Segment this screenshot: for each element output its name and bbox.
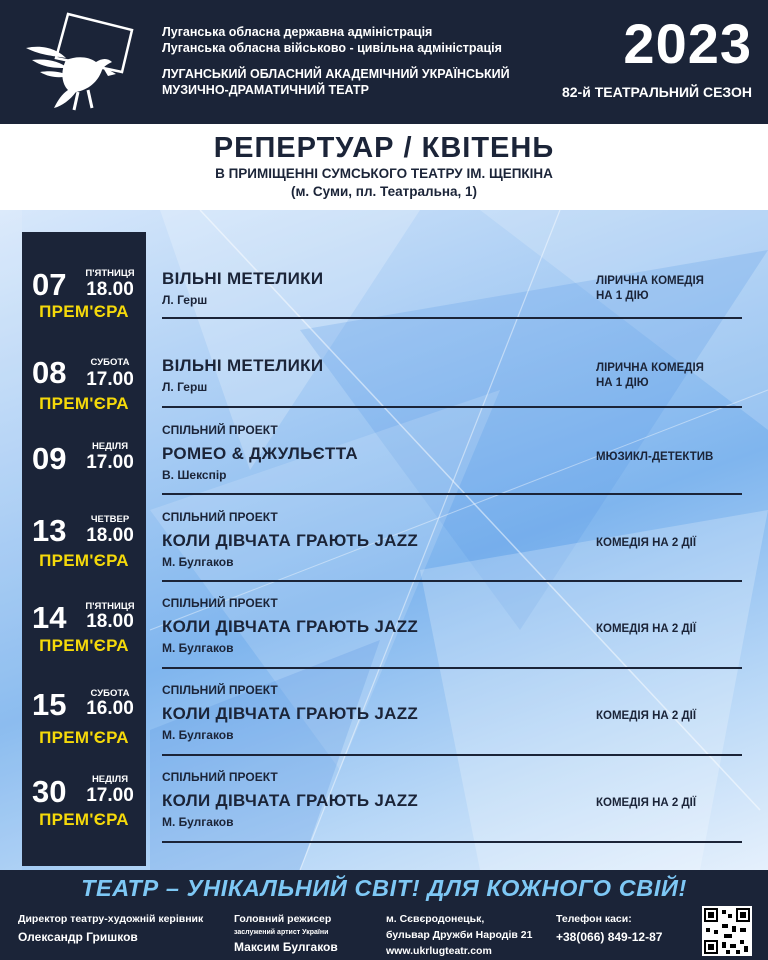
season-year: 2023 [623, 12, 752, 75]
director-role: Директор театру-художній керівник [18, 913, 204, 925]
premiere-badge: ПРЕМ'ЄРА [39, 302, 129, 321]
event-date [22, 667, 146, 754]
admin-line-1: Луганська обласна державна адміністрація [162, 25, 433, 39]
event-date [22, 232, 146, 319]
event-info [162, 232, 742, 319]
event-date [22, 493, 146, 580]
premiere-badge: ПРЕМ'ЄРА [39, 394, 129, 413]
event-row [22, 493, 742, 580]
footer [0, 870, 768, 960]
event-time: 17.00 [86, 369, 134, 390]
event-day: 08 [32, 355, 67, 390]
event-time: 18.00 [86, 525, 134, 546]
play-author: М. Булгаков [162, 728, 234, 742]
play-title: ВІЛЬНІ МЕТЕЛИКИ [162, 269, 324, 288]
event-row [22, 580, 742, 667]
address-street: бульвар Дружби Народів 21 [386, 929, 533, 941]
venue-subtitle: В ПРИМІЩЕННІ СУМСЬКОГО ТЕАТРУ ІМ. ЩЕПКІНА [215, 166, 553, 181]
play-genre: ЛІРИЧНА КОМЕДІЯ НА 1 ДІЮ [596, 275, 704, 302]
event-day: 13 [32, 513, 67, 548]
event-time: 18.00 [86, 279, 134, 300]
event-row [22, 667, 742, 754]
event-day: 30 [32, 774, 67, 809]
event-time: 17.00 [86, 452, 134, 473]
venue-address: (м. Суми, пл. Театральна, 1) [290, 184, 478, 199]
admin-line-2: Луганська обласна військово - цивільна адміністрація [162, 41, 502, 55]
event-time: 17.00 [86, 785, 134, 806]
chief-name: Максим Булгаков [234, 940, 338, 954]
header [0, 0, 768, 124]
event-info [162, 406, 742, 495]
play-title: ВІЛЬНІ МЕТЕЛИКИ [162, 356, 324, 375]
event-date [22, 319, 146, 413]
event-info [162, 580, 742, 669]
slogan: ТЕАТР – УНІКАЛЬНИЙ СВІТ! ДЛЯ КОЖНОГО СВІЙ! [81, 875, 687, 901]
director-name: Олександр Гришков [18, 930, 138, 944]
premiere-badge: ПРЕМ'ЄРА [39, 728, 129, 747]
phone-label: Телефон каси: [556, 913, 632, 925]
event-time: 16.00 [86, 698, 134, 719]
event-info [162, 319, 742, 408]
event-date [22, 580, 146, 667]
event-day: 09 [32, 441, 67, 476]
event-day: 07 [32, 267, 67, 302]
event-weekday: П'ЯТНИЦЯ [85, 268, 135, 279]
play-genre: КОМЕДІЯ НА 2 ДІЇ [596, 537, 697, 549]
event-row [22, 406, 742, 493]
play-genre: КОМЕДІЯ НА 2 ДІЇ [596, 797, 697, 809]
play-title: РОМЕО & ДЖУЛЬЄТТА [162, 444, 358, 463]
joint-project-label: СПІЛЬНИЙ ПРОЕКТ [162, 423, 278, 437]
event-day: 14 [32, 600, 67, 635]
pegasus-logo-icon [18, 10, 138, 114]
play-title: КОЛИ ДІВЧАТА ГРАЮТЬ JAZZ [162, 617, 419, 636]
website-link[interactable]: www.ukrlugteatr.com [386, 945, 492, 957]
play-genre: МЮЗИКЛ-ДЕТЕКТИВ [596, 451, 714, 463]
event-info [162, 667, 742, 756]
play-title: КОЛИ ДІВЧАТА ГРАЮТЬ JAZZ [162, 704, 419, 723]
event-date [22, 754, 146, 841]
chief-director-block [234, 912, 338, 954]
premiere-badge: ПРЕМ'ЄРА [39, 810, 129, 829]
play-author: Л. Герш [162, 293, 208, 307]
administration-text [162, 24, 502, 56]
play-title: КОЛИ ДІВЧАТА ГРАЮТЬ JAZZ [162, 531, 419, 550]
play-author: М. Булгаков [162, 815, 234, 829]
joint-project-label: СПІЛЬНИЙ ПРОЕКТ [162, 683, 278, 697]
play-genre: КОМЕДІЯ НА 2 ДІЇ [596, 623, 697, 635]
joint-project-label: СПІЛЬНИЙ ПРОЕКТ [162, 596, 278, 610]
chief-role: Головний режисер [234, 913, 332, 925]
play-author: В. Шекспір [162, 468, 227, 482]
play-title: КОЛИ ДІВЧАТА ГРАЮТЬ JAZZ [162, 791, 419, 810]
event-weekday: ЧЕТВЕР [90, 514, 130, 525]
event-weekday: НЕДІЛЯ [91, 774, 129, 785]
play-author: М. Булгаков [162, 641, 234, 655]
joint-project-label: СПІЛЬНИЙ ПРОЕКТ [162, 770, 278, 784]
joint-project-label: СПІЛЬНИЙ ПРОЕКТ [162, 510, 278, 524]
theatre-line-2: МУЗИЧНО-ДРАМАТИЧНИЙ ТЕАТР [162, 83, 369, 97]
phone-block [556, 912, 662, 944]
address-city: м. Сєвєродонецьк, [386, 913, 485, 925]
event-row [22, 754, 742, 841]
page-title: РЕПЕРТУАР / КВІТЕНЬ [213, 132, 555, 164]
premiere-badge: ПРЕМ'ЄРА [39, 551, 129, 570]
address-block [386, 912, 532, 958]
theatre-name [162, 66, 510, 98]
event-row [22, 319, 742, 413]
repertoire-title-band [0, 124, 768, 210]
director-block [18, 912, 203, 944]
event-weekday: НЕДІЛЯ [91, 441, 129, 452]
event-info [162, 754, 742, 843]
theatre-line-1: ЛУГАНСЬКИЙ ОБЛАСНИЙ АКАДЕМІЧНИЙ УКРАЇНСЬКИЙ [162, 67, 510, 81]
play-author: Л. Герш [162, 380, 208, 394]
play-genre: КОМЕДІЯ НА 2 ДІЇ [596, 710, 697, 722]
schedule-area [0, 210, 768, 870]
play-genre: ЛІРИЧНА КОМЕДІЯ НА 1 ДІЮ [596, 362, 704, 389]
chief-title: заслужений артист України [234, 929, 329, 936]
event-weekday: П'ЯТНИЦЯ [85, 601, 135, 612]
premiere-badge: ПРЕМ'ЄРА [39, 636, 129, 655]
event-row [22, 232, 742, 319]
season-label: 82-й ТЕАТРАЛЬНИЙ СЕЗОН [561, 84, 752, 100]
play-author: М. Булгаков [162, 555, 234, 569]
phone-number[interactable]: +38(066) 849-12-87 [556, 930, 663, 944]
event-day: 15 [32, 687, 67, 722]
event-info [162, 493, 742, 582]
event-time: 18.00 [86, 611, 134, 632]
event-date [22, 406, 146, 493]
qr-code-icon[interactable] [702, 906, 752, 956]
event-weekday: СУБОТА [90, 688, 130, 699]
event-weekday: СУБОТА [90, 357, 130, 368]
